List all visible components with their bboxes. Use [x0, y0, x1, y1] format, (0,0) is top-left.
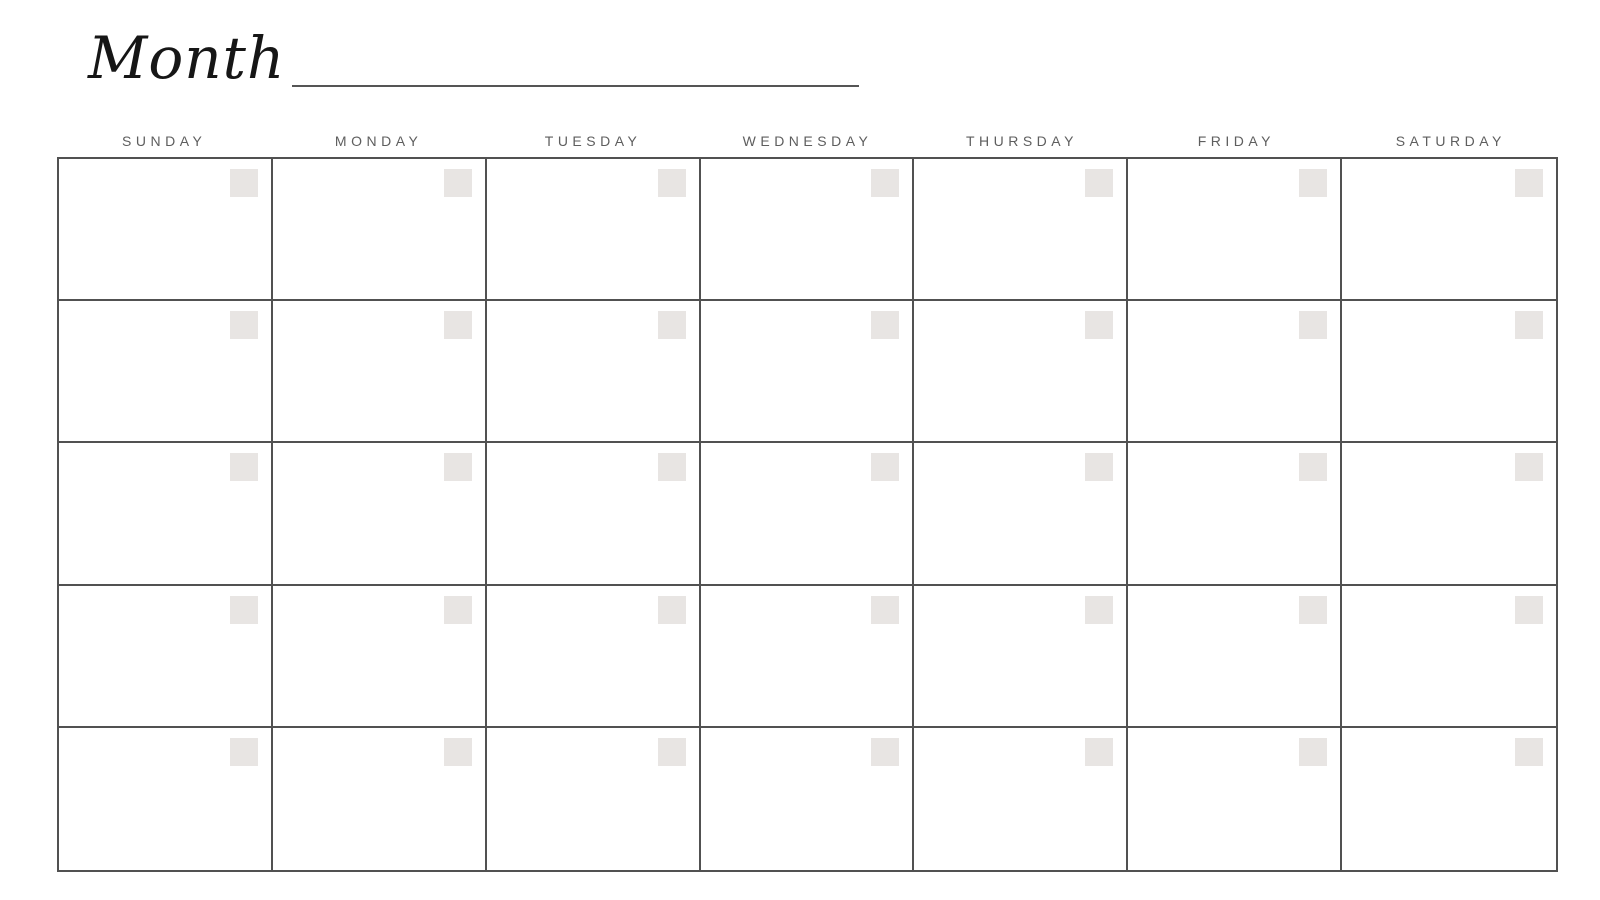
- date-placeholder-square-icon: [1085, 169, 1113, 197]
- calendar-cell: [273, 301, 487, 443]
- date-placeholder-square-icon: [1515, 311, 1543, 339]
- date-placeholder-square-icon: [1085, 311, 1113, 339]
- date-placeholder-square-icon: [871, 738, 899, 766]
- calendar-cell: [487, 159, 701, 301]
- date-placeholder-square-icon: [1085, 738, 1113, 766]
- day-header-tuesday: TUESDAY: [544, 133, 642, 149]
- date-placeholder-square-icon: [444, 311, 472, 339]
- calendar-cell: [59, 159, 273, 301]
- date-placeholder-square-icon: [230, 596, 258, 624]
- date-placeholder-square-icon: [1085, 453, 1113, 481]
- month-name-blank-line: [292, 85, 859, 87]
- date-placeholder-square-icon: [658, 596, 686, 624]
- calendar-cell: [914, 301, 1128, 443]
- date-placeholder-square-icon: [658, 169, 686, 197]
- date-placeholder-square-icon: [1515, 596, 1543, 624]
- calendar-cell: [701, 443, 915, 585]
- calendar-cell: [487, 728, 701, 870]
- calendar-cell: [701, 159, 915, 301]
- date-placeholder-square-icon: [658, 311, 686, 339]
- calendar-cell: [1128, 728, 1342, 870]
- calendar-cell: [914, 159, 1128, 301]
- day-header-sunday: SUNDAY: [122, 133, 207, 149]
- calendar-cell: [914, 443, 1128, 585]
- calendar-cell: [487, 586, 701, 728]
- date-placeholder-square-icon: [871, 169, 899, 197]
- calendar-cell: [59, 301, 273, 443]
- calendar-grid: [57, 157, 1558, 872]
- day-header-wednesday: WEDNESDAY: [742, 133, 873, 149]
- calendar-cell: [273, 586, 487, 728]
- calendar-cell: [701, 586, 915, 728]
- date-placeholder-square-icon: [1299, 453, 1327, 481]
- date-placeholder-square-icon: [1515, 738, 1543, 766]
- date-placeholder-square-icon: [230, 169, 258, 197]
- calendar-cell: [1128, 586, 1342, 728]
- calendar-cell: [1128, 301, 1342, 443]
- date-placeholder-square-icon: [1299, 596, 1327, 624]
- calendar-cell: [701, 728, 915, 870]
- date-placeholder-square-icon: [444, 738, 472, 766]
- calendar-cell: [1128, 159, 1342, 301]
- calendar-cell: [1342, 728, 1556, 870]
- date-placeholder-square-icon: [1299, 311, 1327, 339]
- calendar-cell: [1342, 301, 1556, 443]
- date-placeholder-square-icon: [230, 311, 258, 339]
- calendar-cell: [701, 301, 915, 443]
- calendar-cell: [1342, 443, 1556, 585]
- calendar-cell: [273, 728, 487, 870]
- page-title: Month: [88, 24, 286, 92]
- calendar-cell: [914, 728, 1128, 870]
- date-placeholder-square-icon: [1515, 453, 1543, 481]
- date-placeholder-square-icon: [871, 596, 899, 624]
- date-placeholder-square-icon: [1299, 169, 1327, 197]
- date-placeholder-square-icon: [444, 169, 472, 197]
- calendar-cell: [1128, 443, 1342, 585]
- date-placeholder-square-icon: [1085, 596, 1113, 624]
- calendar-cell: [914, 586, 1128, 728]
- day-header-saturday: SATURDAY: [1395, 133, 1506, 149]
- day-header-row: [57, 131, 1558, 151]
- calendar-cell: [273, 443, 487, 585]
- calendar-cell: [59, 728, 273, 870]
- day-header-friday: FRIDAY: [1197, 133, 1275, 149]
- calendar-cell: [487, 301, 701, 443]
- date-placeholder-square-icon: [658, 453, 686, 481]
- calendar-cell: [59, 443, 273, 585]
- calendar-cell: [273, 159, 487, 301]
- date-placeholder-square-icon: [230, 453, 258, 481]
- date-placeholder-square-icon: [871, 453, 899, 481]
- calendar-cell: [59, 586, 273, 728]
- day-header-monday: MONDAY: [334, 133, 423, 149]
- calendar-cell: [1342, 159, 1556, 301]
- date-placeholder-square-icon: [1299, 738, 1327, 766]
- calendar-cell: [1342, 586, 1556, 728]
- date-placeholder-square-icon: [444, 453, 472, 481]
- date-placeholder-square-icon: [658, 738, 686, 766]
- date-placeholder-square-icon: [444, 596, 472, 624]
- date-placeholder-square-icon: [1515, 169, 1543, 197]
- date-placeholder-square-icon: [230, 738, 258, 766]
- calendar-cell: [487, 443, 701, 585]
- day-header-thursday: THURSDAY: [965, 133, 1078, 149]
- date-placeholder-square-icon: [871, 311, 899, 339]
